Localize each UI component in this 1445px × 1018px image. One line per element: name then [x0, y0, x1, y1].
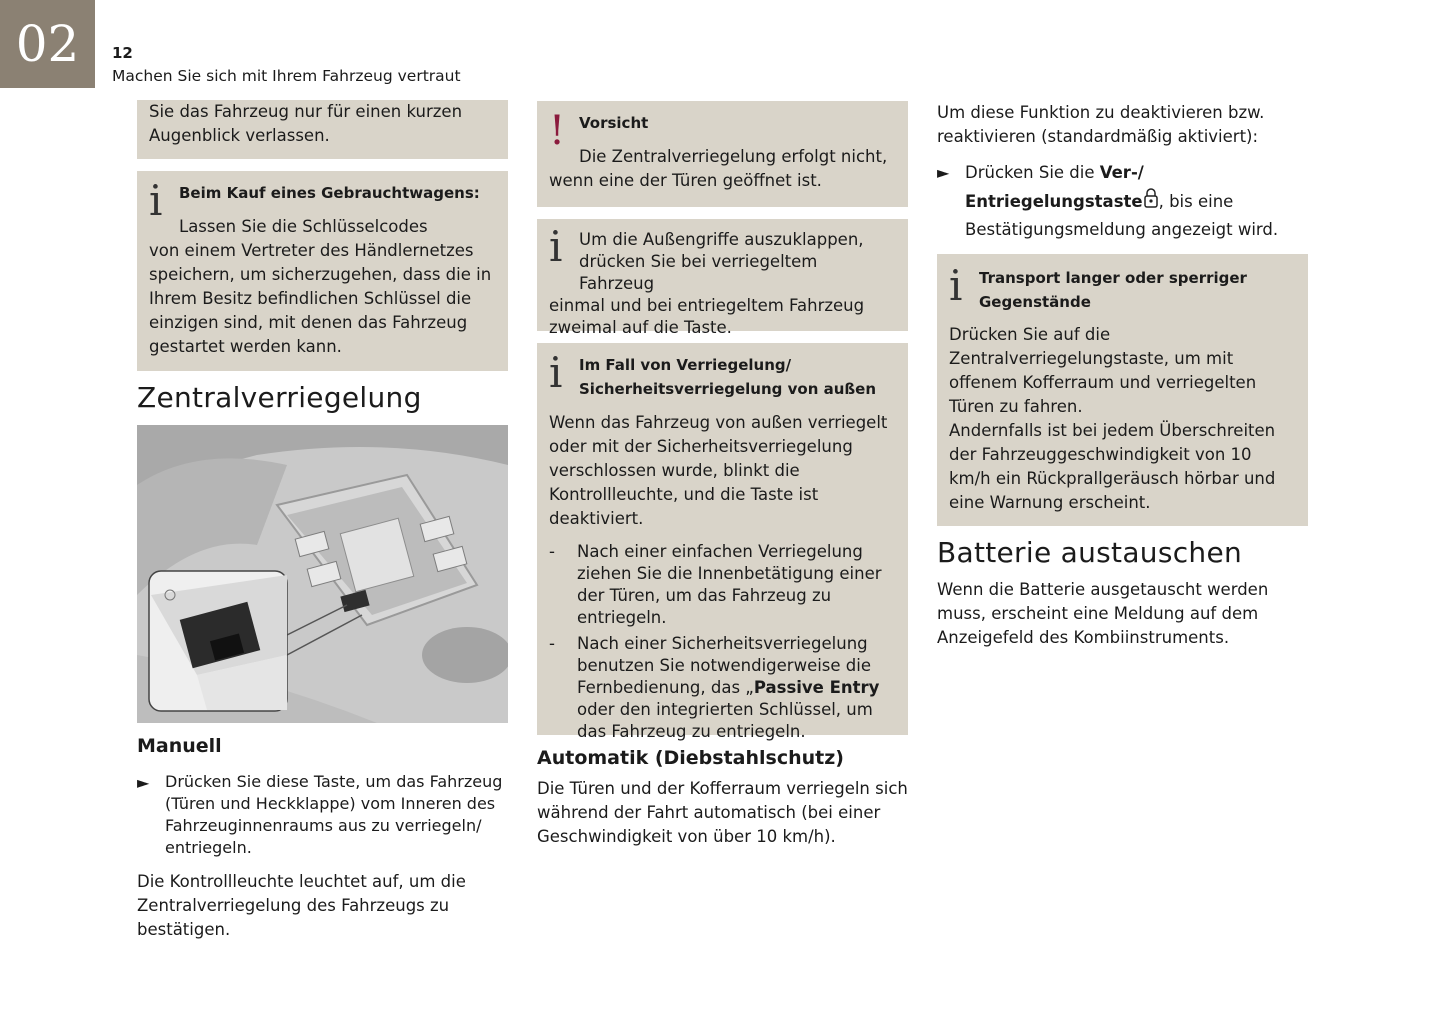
subsection-title-automatic: Automatik (Diebstahlschutz) — [537, 747, 844, 769]
warning-icon: ! — [549, 108, 566, 154]
info-box-body: von einem Vertreter des Händlernetzes speichern, um sicherzugehen, dass die in Ihrem Besitz befindlichen Schlüssel die einzigen sind, mit denen das Fahrzeug gestartet werden kann. — [149, 241, 492, 356]
info-box-lead: Lassen Sie die Schlüsselcodes — [179, 217, 428, 236]
info-handles-lead: Um die Außengriffe auszuklappen, drücken Sie bei verriegeltem Fahrzeug — [579, 230, 864, 293]
section-title-central-locking: Zentralverriegelung — [137, 381, 422, 414]
battery-body: Wenn die Batterie ausgetauscht werden muss, erscheint eine Meldung auf dem Anzeigefeld des Kombiinstruments. — [937, 580, 1269, 647]
info-outside-title: Im Fall von Verriegelung/ Sicherheitsverriegelung von außen — [579, 356, 877, 398]
info-transport-title: Transport langer oder sperriger Gegenstände — [979, 269, 1247, 311]
column-left — [137, 101, 508, 942]
note-continuation-box — [137, 100, 508, 159]
automatic-body: Die Türen und der Kofferraum verriegeln sich während der Fahrt automatisch (bei einer Geschwindigkeit von über 10 km/h). — [537, 779, 908, 846]
info-outside-body: Wenn das Fahrzeug von außen verriegelt oder mit der Sicherheitsverriegelung verschlossen wurde, blinkt die Kontrollleuchte, und die Taste ist deaktiviert. — [549, 413, 888, 528]
manual-instruction-text: Drücken Sie diese Taste, um das Fahrzeug (Türen und Heckklappe) vom Inneren des Fahrzeuginnenraums aus zu verriegeln/ entriegeln. — [165, 772, 503, 857]
arrow-bullet-icon: ► — [937, 163, 950, 182]
info-box-transport — [937, 254, 1308, 526]
info-icon: i — [949, 261, 963, 310]
column-right — [937, 101, 1308, 650]
dash-item-security-lock — [549, 633, 896, 743]
page-header-title: Machen Sie sich mit Ihrem Fahrzeug vertraut — [112, 67, 461, 85]
dash-bullet: - — [549, 634, 555, 653]
center-console-illustration — [137, 425, 508, 723]
info-box-used-car — [137, 171, 508, 371]
info-box-title: Beim Kauf eines Gebrauchtwagens: — [179, 184, 480, 202]
dash-bullet: - — [549, 542, 555, 561]
subsection-title-manual: Manuell — [137, 735, 222, 757]
info-handles-body: einmal und bei entriegeltem Fahrzeug zweimal auf die Taste. — [549, 296, 865, 337]
warning-box — [537, 101, 908, 207]
info-box-handles — [537, 219, 908, 337]
page-number: 12 — [112, 44, 133, 62]
center-console-photo — [137, 425, 508, 723]
manual-note: Die Kontrollleuchte leuchtet auf, um die Zentralverriegelung des Fahrzeugs zu bestätigen. — [137, 872, 466, 939]
info-icon: i — [549, 348, 563, 397]
dash-item-text: Nach einer Sicherheitsverriegelung benutzen Sie notwendigerweise die Fernbedienung, das „Passive Entry oder den integrierten Schlüssel, um das Fahrzeug zu entriegeln. — [577, 634, 880, 741]
warning-lead: Die Zentralverriegelung erfolgt nicht, — [579, 147, 888, 166]
deactivation-instruction — [937, 159, 1308, 244]
deactivation-intro: Um diese Funktion zu deaktivieren bzw. reaktivieren (standardmäßig aktiviert): — [937, 103, 1265, 146]
dash-item-simple-lock — [549, 541, 896, 629]
info-icon: i — [149, 176, 163, 225]
info-box-outside-locking — [537, 343, 908, 741]
note-continuation-text: Sie das Fahrzeug nur für einen kurzen Augenblick verlassen. — [149, 102, 463, 145]
manual-instruction — [137, 771, 508, 859]
warning-title: Vorsicht — [579, 114, 649, 132]
arrow-bullet-icon: ► — [137, 773, 150, 792]
column-middle — [537, 101, 908, 849]
warning-body: wenn eine der Türen geöffnet ist. — [549, 171, 822, 190]
info-icon: i — [549, 222, 563, 271]
info-transport-body-2: Andernfalls ist bei jedem Überschreiten der Fahrzeuggeschwindigkeit von 10 km/h ein Rückprallgeräusch hörbar und eine Warnung erscheint. — [949, 421, 1276, 512]
dash-item-text: Nach einer einfachen Verriegelung ziehen Sie die Innenbetätigung einer der Türen, um das Fahrzeug zu entriegeln. — [577, 542, 882, 627]
deactivation-instruction-text: Drücken Sie die Ver-/ Entriegelungstaste , bis eine Bestätigungsmeldung angezeigt wird. — [965, 163, 1279, 239]
lock-icon — [1143, 187, 1159, 209]
chapter-tab: 02 — [0, 0, 95, 88]
section-title-battery: Batterie austauschen — [937, 536, 1243, 569]
info-transport-body-1: Drücken Sie auf die Zentralverriegelungstaste, um mit offenem Kofferraum und verriegelten Türen zu fahren. — [949, 325, 1257, 416]
